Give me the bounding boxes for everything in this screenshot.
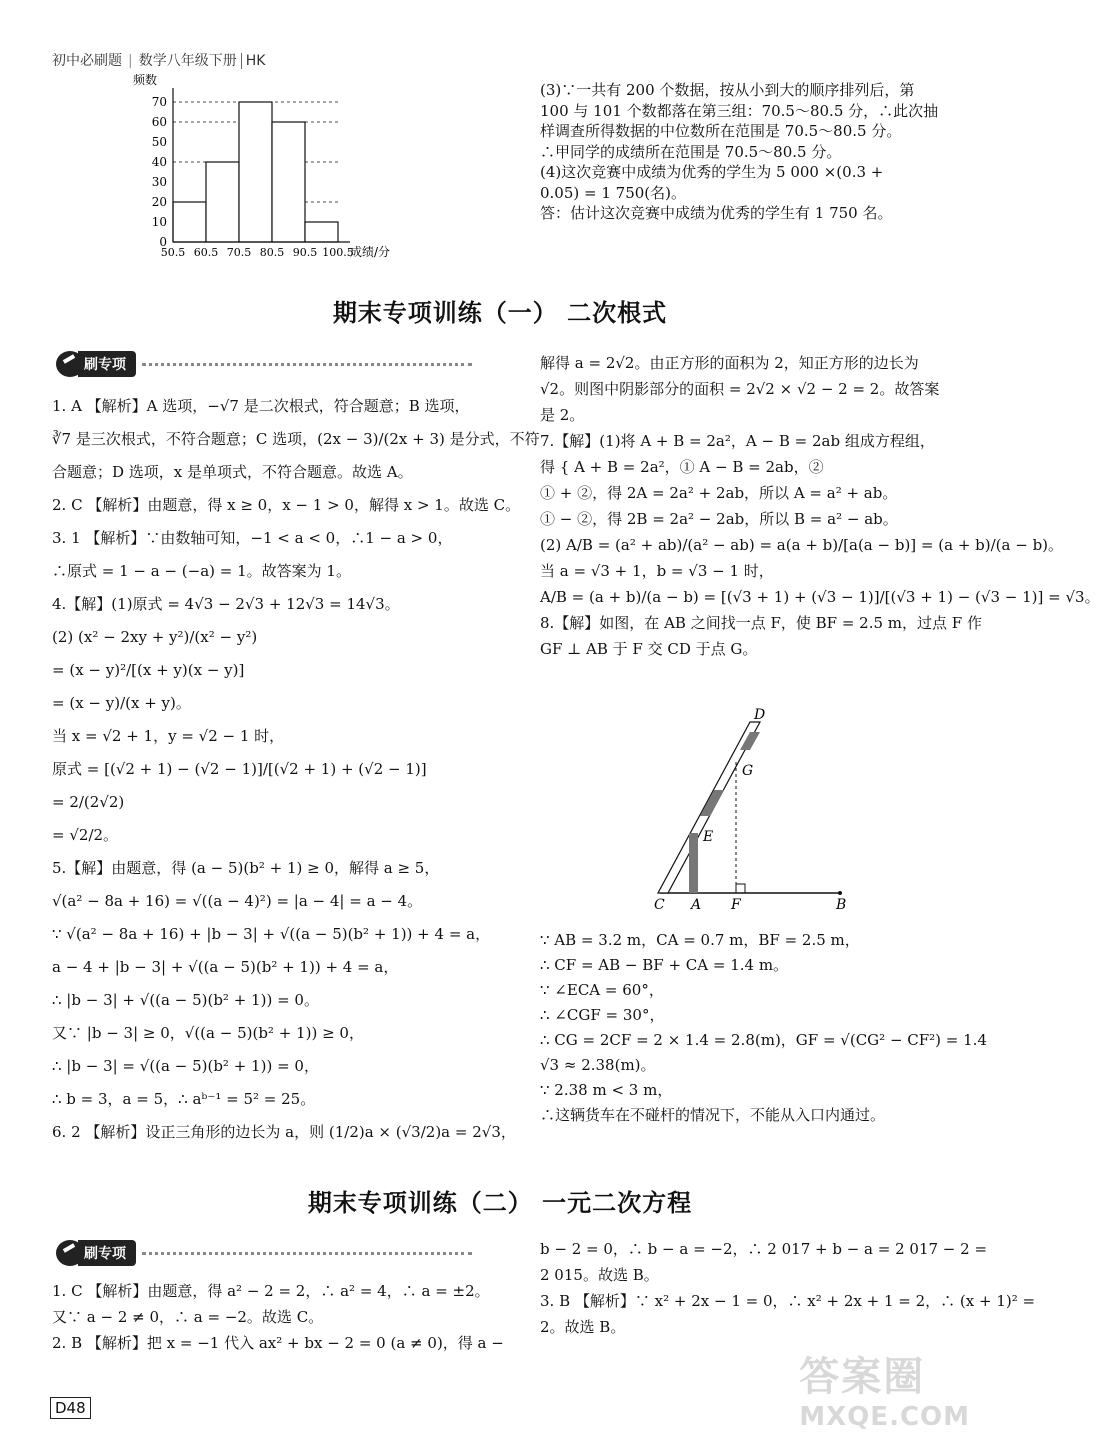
solution-line: ∵ AB = 3.2 m，CA = 0.7 m，BF = 2.5 m， [540, 931, 860, 949]
book-title: 初中必刷题 [52, 53, 122, 69]
figure-point-label: A [691, 897, 702, 913]
solution-line: ∵ ∠ECA = 60°， [540, 981, 664, 999]
x-tick-label: 50.5 [160, 246, 186, 259]
geometry-figure [640, 707, 870, 917]
figure-point-label: D [754, 707, 766, 723]
solution-line: √(a² − 8a + 16) = √((a − 4)²) = |a − 4| = a − 4。 [52, 892, 423, 910]
y-axis-label: 频数 [133, 73, 158, 87]
solution-line: 7.【解】(1)将 A + B = 2a²，A − B = 2ab 组成方程组， [540, 432, 935, 450]
section1-title: 期末专项训练（一） 二次根式 [332, 299, 668, 327]
figure-point-label: B [836, 897, 847, 913]
section1-left-column [52, 390, 540, 1149]
x-axis-label: 成绩/分 [350, 245, 391, 259]
solution-line: ① − ②，得 2B = 2a² − 2ab，所以 B = a² − ab。 [540, 510, 898, 528]
histogram-bar [173, 202, 206, 242]
solution-line: ∴ |b − 3| = √((a − 5)(b² + 1)) = 0， [52, 1057, 319, 1075]
solution-line: ① + ②，得 2A = 2a² + 2ab，所以 A = a² + ab。 [540, 484, 898, 502]
y-tick-label: 0 [159, 235, 167, 249]
figure-point-label: C [654, 897, 665, 913]
solution-line: 5.【解】由题意，得 (a − 5)(b² + 1) ≥ 0，解得 a ≥ 5， [52, 859, 440, 877]
section2-badge-label: 刷专项 [78, 1240, 136, 1266]
solution-line: ∴这辆货车在不碰杆的情况下，不能从入口内通过。 [540, 1106, 886, 1124]
y-tick-label: 20 [151, 195, 167, 209]
x-tick-label: 60.5 [193, 246, 219, 259]
frequency-histogram [115, 72, 455, 267]
text-line: 0.05) = 1 750(名)。 [540, 183, 687, 202]
watermark-logo [799, 1345, 970, 1432]
text-line: ∴甲同学的成绩所在范围是 70.5～80.5 分。 [540, 142, 842, 161]
solution-line: 3. 1 【解析】∵由数轴可知，−1 < a < 0，∴1 − a > 0， [52, 529, 453, 547]
solution-line: 2 015。故选 B。 [540, 1266, 659, 1284]
solution-line: 当 a = √3 + 1，b = √3 − 1 时， [540, 562, 774, 580]
solution-line: ∴ |b − 3| + √((a − 5)(b² + 1)) = 0。 [52, 991, 319, 1009]
solution-line: ∴ CF = AB − BF + CA = 1.4 m。 [540, 956, 789, 974]
solution-line: = (x − y)²/[(x + y)(x − y)] [52, 661, 245, 679]
solution-line: 2. B 【解析】把 x = −1 代入 ax² + bx − 2 = 0 (a ≠ 0)，得 a − [52, 1334, 504, 1352]
solution-line: = (x − y)/(x + y)。 [52, 694, 191, 712]
solution-line: 8.【解】如图，在 AB 之间找一点 F，使 BF = 2.5 m，过点 F 作 [540, 614, 982, 632]
histogram-bar [305, 222, 338, 242]
book-subject: 数学八年级下册 [138, 53, 237, 69]
solution-line: 又∵ |b − 3| ≥ 0，√((a − 5)(b² + 1)) ≥ 0， [52, 1024, 364, 1042]
solution-line: = √2/2。 [52, 826, 119, 844]
solution-line: 3. B 【解析】∵ x² + 2x − 1 = 0，∴ x² + 2x + 1 = 2，∴ (x + 1)² = [540, 1292, 1036, 1310]
y-tick-label: 70 [151, 95, 167, 109]
text-line: (4)这次竞赛中成绩为优秀的学生为 5 000 ×(0.3 + [540, 163, 884, 181]
section2-right-column [540, 1236, 1036, 1340]
dotted-rule [142, 1252, 472, 1255]
solution-line: ∴ ∠CGF = 30°， [540, 1006, 665, 1024]
x-tick-label: 90.5 [292, 246, 318, 259]
text-line: 样调查所得数据的中位数所在范围是 70.5～80.5 分。 [540, 122, 902, 140]
solution-line: 得 { A + B = 2a²，① A − B = 2ab，② [540, 458, 824, 476]
solution-line: 当 x = √2 + 1，y = √2 − 1 时， [52, 727, 285, 745]
section1-right-column [540, 350, 1100, 662]
section2-title: 期末专项训练（二） 一元二次方程 [307, 1189, 693, 1217]
solution-line: ∛7 是三次根式，不符合题意；C 选项，(2x − 3)/(2x + 3) 是分式，不符 [52, 430, 540, 448]
watermark-line1: 答案圈 [799, 1354, 926, 1400]
watermark-line2: MXQE.COM [799, 1402, 970, 1432]
text-line: 100 与 101 个数都落在第三组：70.5～80.5 分，∴此次抽 [540, 101, 939, 120]
brush-icon [56, 351, 84, 377]
page-number: D48 [50, 1397, 91, 1419]
section1-badge-label: 刷专项 [78, 351, 136, 377]
section2-badge [56, 1240, 472, 1266]
x-tick-label: 100.5 [322, 246, 354, 259]
solution-line: (2) A/B = (a² + ab)/(a² − ab) = a(a + b)/[a(a − b)] = (a + b)/(a − b)。 [540, 536, 1064, 554]
brush-icon [56, 1240, 84, 1266]
solution-line: a − 4 + |b − 3| + √((a − 5)(b² + 1)) + 4 = a， [52, 958, 399, 976]
solution-line: A/B = (a + b)/(a − b) = [(√3 + 1) + (√3 − 1)]/[(√3 + 1) − (√3 − 1)] = √3。 [540, 588, 1100, 606]
solution-line: 4.【解】(1)原式 = 4√3 − 2√3 + 12√3 = 14√3。 [52, 595, 400, 613]
solution-line: √2。则图中阴影部分的面积 = 2√2 × √2 − 2 = 2。故答案 [540, 380, 940, 398]
figure-point-label: E [703, 829, 714, 845]
histogram-bar [239, 102, 272, 242]
figure-point-label: G [742, 763, 754, 779]
solution-line: 6. 2 【解析】设正三角形的边长为 a，则 (1/2)a × (√3/2)a = 2√3， [52, 1123, 516, 1141]
solution-line: 解得 a = 2√2。由正方形的面积为 2，知正方形的边长为 [540, 354, 919, 372]
solution-line: (2) (x² − 2xy + y²)/(x² − y²) [52, 628, 258, 646]
solution-line: 是 2。 [540, 406, 585, 424]
text-line: 答：估计这次竞赛中成绩为优秀的学生有 1 750 名。 [540, 204, 893, 222]
solution-line: 1. A 【解析】A 选项，−√7 是二次根式，符合题意；B 选项， [52, 397, 470, 415]
solution-line: 又∵ a − 2 ≠ 0，∴ a = −2。故选 C。 [52, 1308, 324, 1326]
section1-right-column-cont [540, 928, 987, 1128]
running-header: 初中必刷题 | 数学八年级下册 HK [52, 53, 266, 69]
top-right-text [540, 80, 938, 224]
histogram-bar [272, 122, 305, 242]
solution-line: ∴ CG = 2CF = 2 × 1.4 = 2.8(m)，GF = √(CG² − CF²) = 1.4 [540, 1031, 987, 1049]
solution-line: b − 2 = 0，∴ b − a = −2，∴ 2 017 + b − a = 2 017 − 2 = [540, 1240, 988, 1258]
section2-left-column [52, 1278, 502, 1356]
solution-line: ∵ √(a² − 8a + 16) + |b − 3| + √((a − 5)(b² + 1)) + 4 = a， [52, 925, 491, 943]
dotted-rule [142, 363, 472, 366]
y-tick-label: 10 [151, 215, 167, 229]
solution-line: 合题意；D 选项，x 是单项式，不符合题意。故选 A。 [52, 463, 413, 481]
solution-line: ∴ b = 3，a = 5，∴ aᵇ⁻¹ = 5² = 25。 [52, 1090, 316, 1108]
solution-line: 原式 = [(√2 + 1) − (√2 − 1)]/[(√2 + 1) + (√2 − 1)] [52, 760, 427, 778]
solution-line: √3 ≈ 2.38(m)。 [540, 1056, 656, 1074]
solution-line: ∴原式 = 1 − a − (−a) = 1。故答案为 1。 [52, 562, 351, 580]
solution-line: = 2/(2√2) [52, 793, 125, 811]
x-tick-label: 70.5 [226, 246, 252, 259]
book-edition: HK [241, 53, 266, 69]
solution-line: ∵ 2.38 m < 3 m， [540, 1081, 673, 1099]
section1-badge [56, 351, 472, 377]
y-tick-label: 40 [151, 155, 167, 169]
histogram-bar [206, 162, 239, 242]
y-tick-label: 30 [151, 175, 167, 189]
y-tick-label: 50 [151, 135, 167, 149]
solution-line: 2. C 【解析】由题意，得 x ≥ 0，x − 1 > 0，解得 x > 1。故选 C。 [52, 496, 521, 514]
solution-line: 2。故选 B。 [540, 1318, 626, 1336]
text-line: (3)∵一共有 200 个数据，按从小到大的顺序排列后，第 [540, 81, 915, 99]
solution-line: GF ⊥ AB 于 F 交 CD 于点 G。 [540, 640, 758, 658]
x-tick-label: 80.5 [259, 246, 285, 259]
figure-point-label: F [731, 897, 741, 913]
solution-line: 1. C 【解析】由题意，得 a² − 2 = 2，∴ a² = 4，∴ a = ±2。 [52, 1282, 490, 1300]
y-tick-label: 60 [151, 115, 167, 129]
